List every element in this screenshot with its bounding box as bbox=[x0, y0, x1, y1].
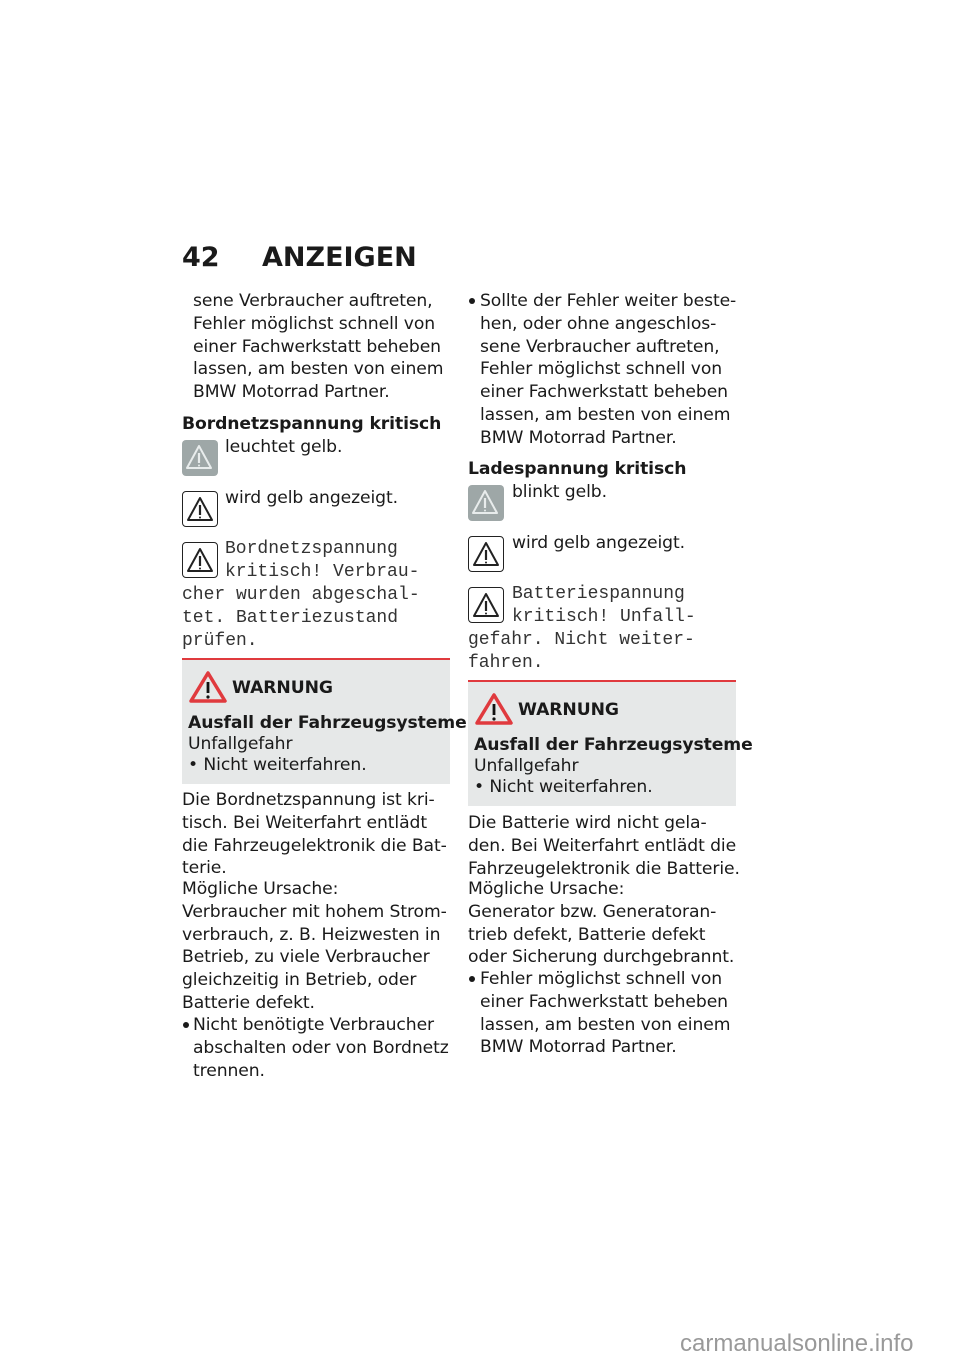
warning-action: • Nicht weiterfahren. bbox=[188, 755, 367, 775]
body-text-line: sene Verbraucher auftreten, bbox=[193, 291, 433, 311]
bullet-text-line: sene Verbraucher auftreten, bbox=[480, 336, 720, 357]
warning-symbol-icon bbox=[468, 536, 504, 572]
body-text-line: Die Batterie wird nicht gela- bbox=[468, 813, 707, 833]
body-text-line: Fahrzeugelektronik die Batterie. bbox=[468, 858, 740, 879]
page-number: 42 bbox=[182, 242, 220, 273]
display-message-line: Bordnetzspannung bbox=[225, 539, 398, 559]
display-message-line: cher wurden abgeschal- bbox=[182, 585, 420, 605]
indicator-text: blinkt gelb. bbox=[512, 482, 607, 502]
warning-symbol-icon bbox=[182, 491, 218, 527]
bullet-text-line: lassen, am besten von einem bbox=[480, 405, 731, 425]
warning-triangle-icon bbox=[188, 670, 228, 708]
body-text-line: Mögliche Ursache: bbox=[182, 879, 339, 899]
indicator-text: wird gelb angezeigt. bbox=[225, 488, 398, 508]
warning-title: Ausfall der Fahrzeugsysteme bbox=[474, 735, 753, 755]
body-text-line: Betrieb, zu viele Verbraucher bbox=[182, 947, 430, 968]
warning-risk: Unfallgefahr bbox=[474, 756, 579, 776]
body-text-line: die Fahrzeugelektronik die Bat- bbox=[182, 835, 447, 856]
bullet-text-line: BMW Motorrad Partner. bbox=[480, 427, 677, 448]
bullet-icon bbox=[469, 298, 475, 304]
display-message-line: fahren. bbox=[468, 652, 544, 673]
warning-triangle-icon bbox=[474, 692, 514, 730]
display-message-line: kritisch! Unfall- bbox=[512, 606, 696, 627]
body-text-line: Die Bordnetzspannung ist kri- bbox=[182, 790, 435, 810]
body-text-line: Fehler möglichst schnell von bbox=[193, 313, 436, 334]
body-text-line: Batterie defekt. bbox=[182, 993, 315, 1013]
indicator-text: leuchtet gelb. bbox=[225, 437, 343, 457]
indicator-text: wird gelb angezeigt. bbox=[512, 533, 685, 553]
section-heading: Bordnetzspannung kritisch bbox=[182, 414, 442, 434]
body-text-line: lassen, am besten von einem bbox=[193, 359, 444, 380]
body-text-line: Verbraucher mit hohem Strom- bbox=[182, 901, 447, 922]
body-text-line: einer Fachwerkstatt beheben bbox=[193, 336, 441, 357]
bullet-text-line: Fehler möglichst schnell von bbox=[480, 969, 723, 989]
warning-risk: Unfallgefahr bbox=[188, 734, 293, 754]
bullet-text-line: einer Fachwerkstatt beheben bbox=[480, 382, 728, 403]
body-text-line: oder Sicherung durchgebrannt. bbox=[468, 947, 735, 968]
body-text-line: den. Bei Weiterfahrt entlädt die bbox=[468, 835, 737, 856]
body-text-line: gleichzeitig in Betrieb, oder bbox=[182, 970, 417, 991]
display-warning-icon bbox=[468, 587, 504, 623]
watermark: carmanualsonline.info bbox=[680, 1330, 914, 1357]
bullet-text-line: einer Fachwerkstatt beheben bbox=[480, 991, 728, 1012]
section-heading: Ladespannung kritisch bbox=[468, 459, 687, 479]
display-message-line: tet. Batteriezustand bbox=[182, 607, 399, 628]
body-text-line: Generator bzw. Generatoran- bbox=[468, 901, 717, 922]
page-title: ANZEIGEN bbox=[262, 242, 417, 273]
body-text-line: BMW Motorrad Partner. bbox=[193, 382, 390, 403]
display-warning-icon bbox=[182, 542, 218, 578]
body-text-line: tisch. Bei Weiterfahrt entlädt bbox=[182, 812, 427, 833]
warning-label: WARNUNG bbox=[518, 700, 619, 720]
display-message-line: kritisch! Verbrau- bbox=[225, 561, 420, 582]
warning-action: • Nicht weiterfahren. bbox=[474, 777, 653, 797]
bullet-text-line: Sollte der Fehler weiter beste- bbox=[480, 291, 737, 311]
display-message-line: prüfen. bbox=[182, 630, 258, 651]
bullet-text-line: BMW Motorrad Partner. bbox=[480, 1037, 677, 1058]
bullet-text-line: hen, oder ohne angeschlos- bbox=[480, 313, 717, 334]
warning-label: WARNUNG bbox=[232, 678, 333, 698]
display-message-line: gefahr. Nicht weiter- bbox=[468, 630, 695, 650]
body-text-line: verbrauch, z. B. Heizwesten in bbox=[182, 924, 441, 945]
warning-light-icon bbox=[468, 485, 504, 521]
warning-light-icon bbox=[182, 440, 218, 476]
bullet-icon bbox=[469, 976, 475, 982]
body-text-line: trieb defekt, Batterie defekt bbox=[468, 924, 706, 945]
body-text-line: Mögliche Ursache: bbox=[468, 879, 625, 899]
bullet-text-line: abschalten oder von Bordnetz bbox=[193, 1037, 449, 1058]
display-message-line: Batteriespannung bbox=[512, 584, 685, 604]
bullet-text-line: Fehler möglichst schnell von bbox=[480, 359, 723, 380]
bullet-text-line: trennen. bbox=[193, 1060, 265, 1081]
bullet-text-line: Nicht benötigte Verbraucher bbox=[193, 1015, 435, 1035]
bullet-icon bbox=[183, 1022, 189, 1028]
bullet-text-line: lassen, am besten von einem bbox=[480, 1014, 731, 1035]
body-text-line: terie. bbox=[182, 858, 227, 879]
warning-title: Ausfall der Fahrzeugsysteme bbox=[188, 713, 467, 733]
